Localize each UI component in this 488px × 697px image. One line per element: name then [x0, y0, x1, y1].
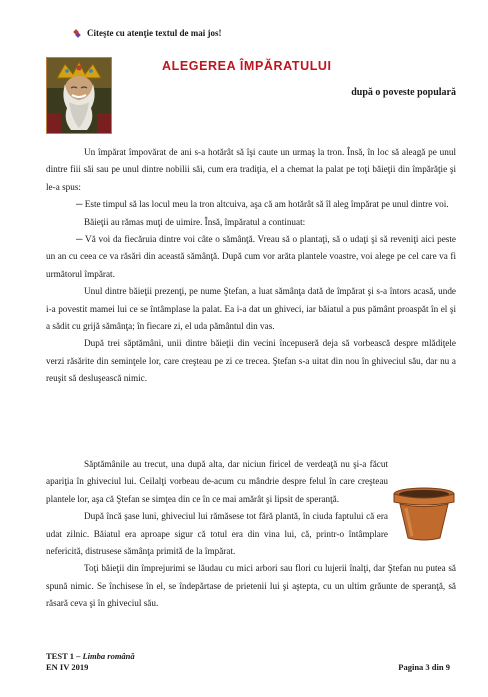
paragraph: După încă şase luni, ghiveciul lui rămăsese tot fără plantă, în ciuda faptului că era udat zilnic. Băiatul era aproape sigur că totul era din vina lui, că, printr-o întâmplare nefericită, distrusese sămânţa primită de la împărat.	[46, 511, 388, 557]
emperor-illustration	[46, 57, 112, 134]
footer-edition: EN IV 2019	[46, 662, 89, 672]
paragraph: ─ Este timpul să las locul meu la tron altcuiva, aşa că am hotărât să îl aleg împărat pe unul dintre voi.	[76, 199, 449, 210]
story-text-top	[46, 144, 456, 388]
footer-subject: Limba română	[82, 651, 135, 661]
paragraph: După trei săptămâni, unii dintre băieţii din vecini începuseră deja să vorbească despre mlădiţele verzi răsărite din seminţele lor, care creşteau pe zi ce trecea. Ştefan s-a uitat din nou în ghiveciul său, dar nu a reuşit să desluşească nimic.	[46, 338, 456, 384]
flower-pot-icon	[392, 486, 456, 542]
page-number: Pagina 3 din 9	[398, 662, 450, 672]
paragraph: Băieţii au rămas muţi de uimire. Însă, împăratul a continuat:	[84, 216, 306, 227]
paragraph: ─ Vă voi da fiecăruia dintre voi câte o sămânţă. Vreau să o plantaţi, să o udaţi şi să reveniţi aici peste un an cu ceea ce va răsări din această sămânţă. După cum vor arăta plantele voastre, voi alege pe cel care va fi următorul împărat.	[46, 234, 456, 279]
footer-test: TEST 1 –	[46, 651, 83, 661]
story-title: ALEGEREA ÎMPĂRATULUI	[162, 59, 332, 73]
paragraph: Săptămânile au trecut, una după alta, dar niciun firicel de verdeaţă nu şi-a făcut apariţia în ghiveciul lui. Ceilalţi vorbeau de-acum cu mândrie despre felul în care creşteau plantele lor, aşa că Ştefan se simţea din ce în ce mai amărât şi lipsit de speranţă.	[46, 459, 388, 504]
emperor-icon	[47, 58, 111, 133]
instruction	[74, 28, 221, 38]
paragraph: Un împărat împovărat de ani s-a hotărât să îşi caute un urmaş la tron. Însă, în loc să aleagă pe unul dintre fiii săi sau pe unul dintre nobilii săi, cum era tradiţia, el a chemat la palat pe toţi băieţii din împărăţie şi le-a spus:	[46, 147, 456, 192]
flower-pot-illustration	[392, 486, 456, 542]
story-subtitle: după o poveste populară	[351, 87, 456, 98]
instruction-text: Citeşte cu atenţie textul de mai jos!	[87, 28, 222, 38]
bullet-icon	[74, 30, 80, 36]
paragraph: Unul dintre băieţii prezenţi, pe nume Ştefan, a luat sămânţa dată de împărat şi s-a întors acasă, unde i-a povestit mamei lui ce se întâmplase la palat. Ea i-a dat un ghiveci, iar băiatul a pus pământ proaspăt în el şi a sădit cu grijă sămânţa; în fiecare zi, el uda pământul din vas.	[46, 286, 456, 332]
footer	[46, 651, 135, 673]
paragraph: Toţi băieţii din împrejurimi se lăudau cu mici arbori sau flori cu lujerii înalţi, dar Ştefan nu putea să spună nimic. Se închisese în el, se îndepărtase de prietenii lui şi aştepta, cu un ultim grăunte de speranţă, să răsară ceva şi în ghiveciul său.	[46, 563, 456, 609]
